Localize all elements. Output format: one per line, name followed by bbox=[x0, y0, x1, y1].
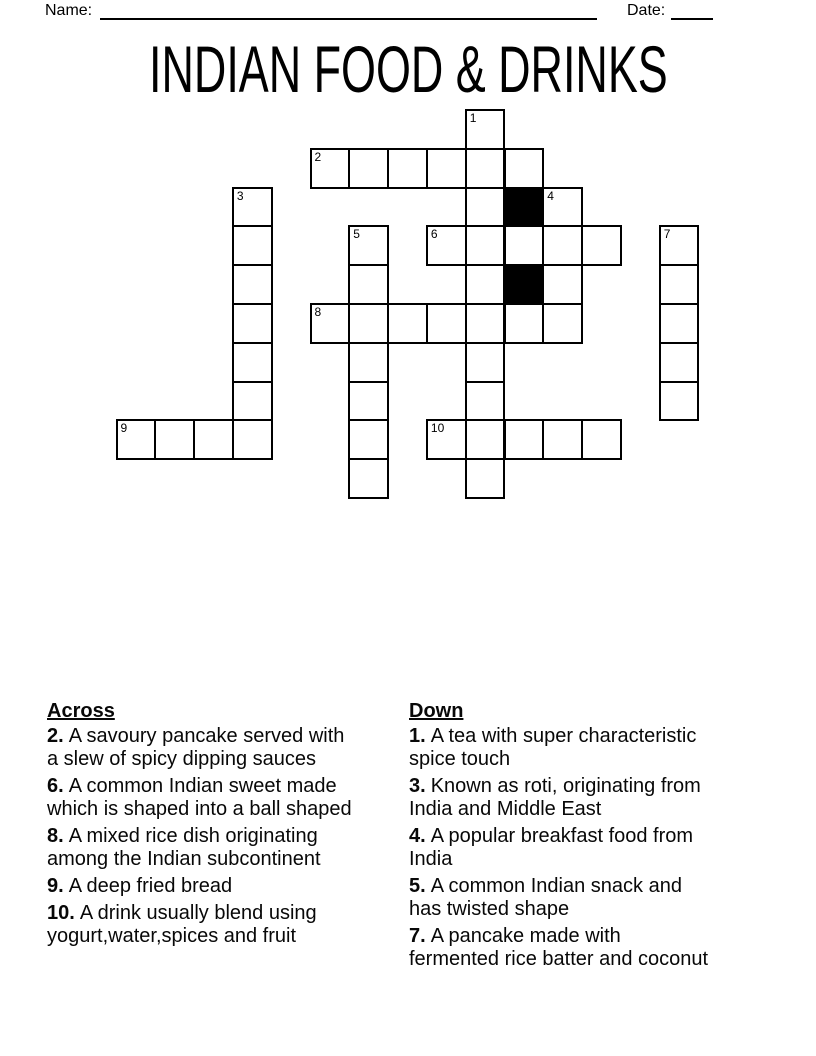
clue-item bbox=[47, 725, 403, 771]
grid-cell[interactable] bbox=[542, 225, 583, 266]
clue-item bbox=[47, 875, 403, 898]
clue-text-line: 6. A common Indian sweet made bbox=[47, 775, 337, 797]
clue-text-line: 1. A tea with super characteristic bbox=[409, 725, 697, 747]
across-heading: Across bbox=[47, 700, 115, 722]
grid-cell[interactable] bbox=[581, 419, 622, 460]
grid-cell[interactable] bbox=[465, 342, 506, 383]
grid-cell[interactable] bbox=[232, 342, 273, 383]
grid-cell[interactable] bbox=[542, 187, 583, 228]
grid-cell[interactable] bbox=[348, 342, 389, 383]
grid-cell[interactable] bbox=[659, 264, 700, 305]
clue-number: 8. bbox=[47, 825, 64, 847]
grid-cell[interactable] bbox=[116, 419, 157, 460]
grid-cell[interactable] bbox=[504, 419, 545, 460]
clue-number: 1. bbox=[409, 725, 426, 747]
grid-cell[interactable] bbox=[348, 381, 389, 422]
clue-number: 4. bbox=[409, 825, 426, 847]
clue-text-line: 7. A pancake made with bbox=[409, 925, 621, 947]
grid-cell[interactable] bbox=[232, 264, 273, 305]
grid-cell[interactable] bbox=[348, 148, 389, 189]
clue-item bbox=[409, 925, 791, 971]
clue-item bbox=[47, 775, 403, 821]
grid-cell[interactable] bbox=[659, 225, 700, 266]
grid-cell[interactable] bbox=[387, 303, 428, 344]
across-clue-list bbox=[47, 725, 403, 948]
grid-cell[interactable] bbox=[348, 458, 389, 499]
date-label: Date: bbox=[627, 2, 666, 19]
cell-number: 2 bbox=[314, 149, 322, 164]
grid-cell[interactable] bbox=[232, 225, 273, 266]
cell-number: 8 bbox=[314, 305, 322, 319]
clue-text-line: a slew of spicy dipping sauces bbox=[47, 748, 317, 770]
grid-cell[interactable] bbox=[659, 342, 700, 383]
clue-text-line: among the Indian subcontinent bbox=[47, 848, 321, 870]
cell-number: 9 bbox=[120, 421, 128, 436]
grid-cell[interactable] bbox=[232, 419, 273, 460]
page-title-text: INDIAN FOOD & DRINKS bbox=[148, 32, 668, 106]
grid-cell[interactable] bbox=[232, 381, 273, 422]
clue-number: 9. bbox=[47, 875, 64, 897]
clue-item bbox=[409, 875, 791, 921]
grid-cell[interactable] bbox=[465, 187, 506, 228]
grid-cell[interactable] bbox=[465, 381, 506, 422]
clue-text-line: India and Middle East bbox=[409, 798, 602, 820]
cell-number: 3 bbox=[236, 188, 244, 203]
grid-cell[interactable] bbox=[348, 264, 389, 305]
down-clue-list bbox=[409, 725, 791, 971]
grid-cell[interactable] bbox=[465, 109, 506, 150]
across-clues-section bbox=[47, 700, 403, 952]
clue-text-line: which is shaped into a ball shaped bbox=[47, 798, 352, 820]
cell-number: 1 bbox=[469, 111, 477, 125]
grid-cell[interactable] bbox=[542, 264, 583, 305]
clue-text-line: 5. A common Indian snack and bbox=[409, 875, 682, 897]
clue-number: 2. bbox=[47, 725, 64, 747]
grid-cell[interactable] bbox=[659, 381, 700, 422]
clue-text-line: 10. A drink usually blend using bbox=[47, 902, 317, 924]
clue-text-line: 3. Known as roti, originating from bbox=[409, 775, 701, 797]
grid-cell[interactable] bbox=[465, 419, 506, 460]
clue-number: 3. bbox=[409, 775, 426, 797]
grid-cell[interactable] bbox=[465, 264, 506, 305]
grid-cell[interactable] bbox=[348, 303, 389, 344]
grid-cell[interactable] bbox=[426, 225, 467, 266]
clue-number: 6. bbox=[47, 775, 64, 797]
clue-item bbox=[409, 825, 791, 871]
grid-cell-black bbox=[504, 264, 545, 305]
cell-number: 5 bbox=[353, 227, 360, 242]
grid-cell-black bbox=[504, 187, 545, 228]
grid-cell[interactable] bbox=[193, 419, 234, 460]
grid-cell[interactable] bbox=[465, 303, 506, 344]
grid-cell[interactable] bbox=[232, 303, 273, 344]
grid-cell[interactable] bbox=[348, 225, 389, 266]
grid-cell[interactable] bbox=[542, 419, 583, 460]
clue-number: 7. bbox=[409, 925, 426, 947]
grid-cell[interactable] bbox=[232, 187, 273, 228]
grid-cell[interactable] bbox=[310, 148, 351, 189]
down-clues-section bbox=[409, 700, 791, 975]
clue-item bbox=[409, 775, 791, 821]
grid-cell[interactable] bbox=[659, 303, 700, 344]
down-heading: Down bbox=[409, 700, 464, 722]
grid-cell[interactable] bbox=[504, 148, 545, 189]
grid-cell[interactable] bbox=[504, 303, 545, 344]
clue-text-line: 8. A mixed rice dish originating bbox=[47, 825, 318, 847]
cell-number: 6 bbox=[430, 227, 438, 242]
clue-item bbox=[409, 725, 791, 771]
crossword-grid bbox=[0, 0, 816, 520]
clue-text-line: has twisted shape bbox=[409, 898, 570, 920]
clue-text-line: India bbox=[409, 848, 453, 870]
grid-cell[interactable] bbox=[426, 419, 467, 460]
grid-cell[interactable] bbox=[426, 303, 467, 344]
clue-text-line: yogurt,water,spices and fruit bbox=[47, 925, 297, 947]
clue-item bbox=[47, 902, 403, 948]
grid-cell[interactable] bbox=[387, 148, 428, 189]
clue-text-line: 4. A popular breakfast food from bbox=[409, 825, 694, 847]
grid-cell[interactable] bbox=[426, 148, 467, 189]
grid-cell[interactable] bbox=[348, 419, 389, 460]
grid-cell[interactable] bbox=[542, 303, 583, 344]
grid-cell[interactable] bbox=[154, 419, 195, 460]
cell-number: 10 bbox=[430, 421, 445, 436]
clue-number: 10. bbox=[47, 902, 75, 924]
clue-text-line: spice touch bbox=[409, 748, 511, 770]
grid-cell[interactable] bbox=[465, 148, 506, 189]
grid-cell[interactable] bbox=[504, 225, 545, 266]
cell-number: 7 bbox=[663, 227, 671, 242]
clue-number: 5. bbox=[409, 875, 426, 897]
grid-cell[interactable] bbox=[465, 458, 506, 499]
grid-cell[interactable] bbox=[310, 303, 351, 344]
grid-cell[interactable] bbox=[465, 225, 506, 266]
clue-text-line: 2. A savoury pancake served with bbox=[47, 725, 345, 747]
name-label: Name: bbox=[45, 2, 93, 19]
grid-cell[interactable] bbox=[581, 225, 622, 266]
cell-number: 4 bbox=[547, 188, 554, 203]
clue-item bbox=[47, 825, 403, 871]
clue-text-line: 9. A deep fried bread bbox=[47, 875, 233, 897]
clue-text-line: fermented rice batter and coconut bbox=[409, 948, 709, 970]
